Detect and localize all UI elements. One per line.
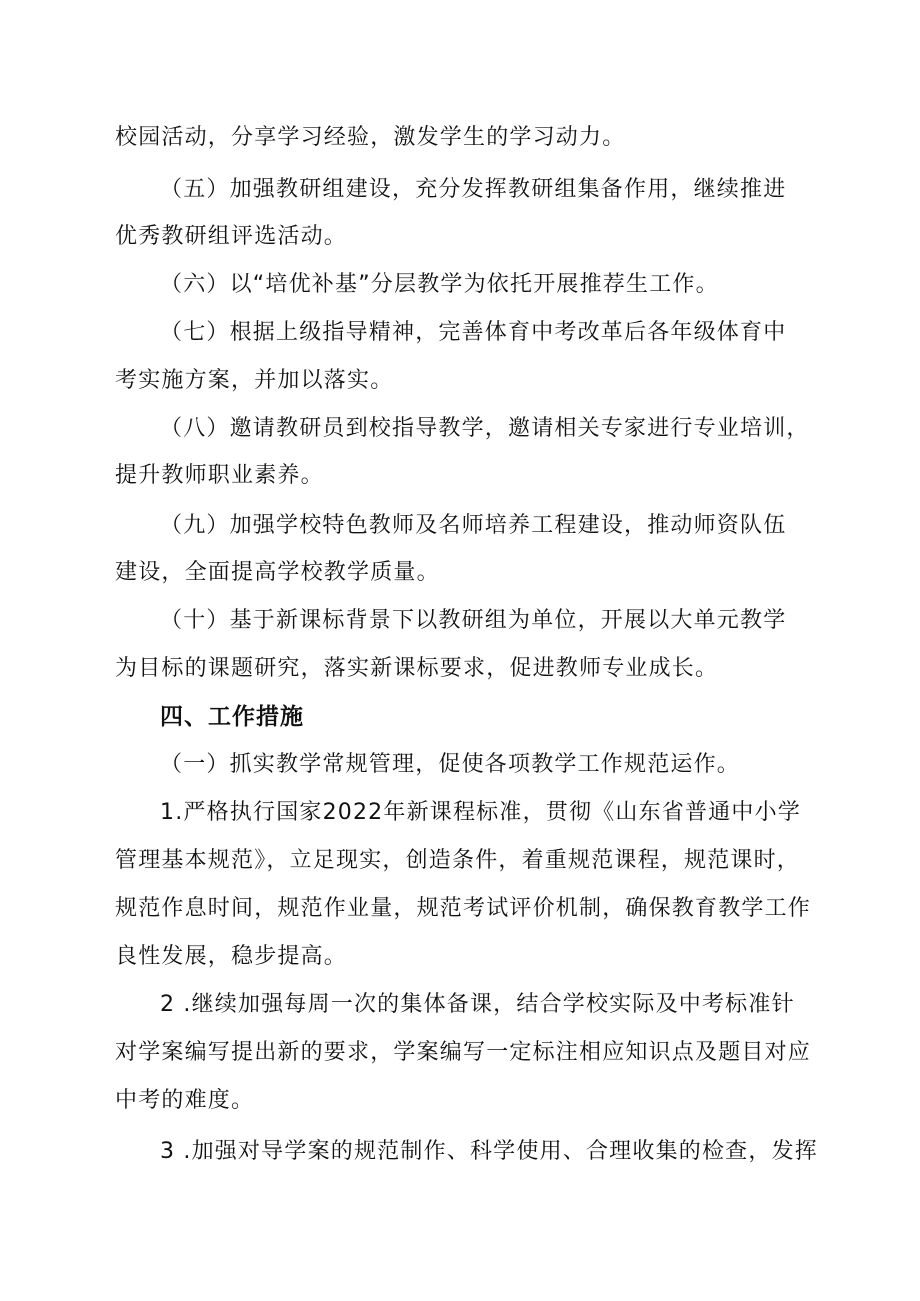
paragraph-line: 中考的难度。 — [115, 1088, 255, 1113]
item-7-line: （七）根据上级指导精神，完善体育中考改革后各年级体育中 — [160, 320, 787, 345]
paragraph-line: 优秀教研组评选活动。 — [115, 224, 348, 249]
paragraph-line: 规范作息时间，规范作业量，规范考试评价机制，确保教育教学工作 — [115, 896, 812, 921]
section-heading: 四、工作措施 — [160, 704, 304, 730]
item-8-line: （八）邀请教研员到校指导教学，邀请相关专家进行专业培训， — [160, 416, 810, 441]
measure-1-2-line: 2 .继续加强每周一次的集体备课，结合学校实际及中考标准针 — [160, 992, 795, 1017]
paragraph-line: 校园活动，分享学习经验，激发学生的学习动力。 — [115, 125, 626, 150]
item-5-line: （五）加强教研组建设，充分发挥教研组集备作用，继续推进 — [160, 177, 787, 202]
item-6-line: （六）以“培优补基”分层教学为依托开展推荐生工作。 — [160, 272, 719, 297]
paragraph-line: 良性发展，稳步提高。 — [115, 944, 348, 969]
paragraph-line: 建设，全面提高学校教学质量。 — [115, 560, 440, 585]
paragraph-line: 考实施方案，并加以落实。 — [115, 368, 394, 393]
paragraph-line: 为目标的课题研究，落实新课标要求，促进教师专业成长。 — [115, 656, 719, 681]
measure-1-line: （一）抓实教学常规管理，促使各项教学工作规范运作。 — [160, 752, 741, 777]
paragraph-line: 管理基本规范》，立足现实，创造条件，着重规范课程，规范课时， — [115, 848, 801, 873]
paragraph-line: 提升教师职业素养。 — [115, 463, 324, 488]
item-10-line: （十）基于新课标背景下以教研组为单位，开展以大单元教学 — [160, 608, 787, 633]
item-9-line: （九）加强学校特色教师及名师培养工程建设，推动师资队伍 — [160, 513, 787, 538]
measure-1-1-line: 1.严格执行国家2022年新课程标准，贯彻《山东省普通中小学 — [160, 800, 801, 825]
paragraph-line: 对学案编写提出新的要求，学案编写一定标注相应知识点及题目对应 — [115, 1040, 812, 1065]
measure-1-3-line: 3 .加强对导学案的规范制作、科学使用、合理收集的检查，发挥 — [160, 1139, 818, 1164]
